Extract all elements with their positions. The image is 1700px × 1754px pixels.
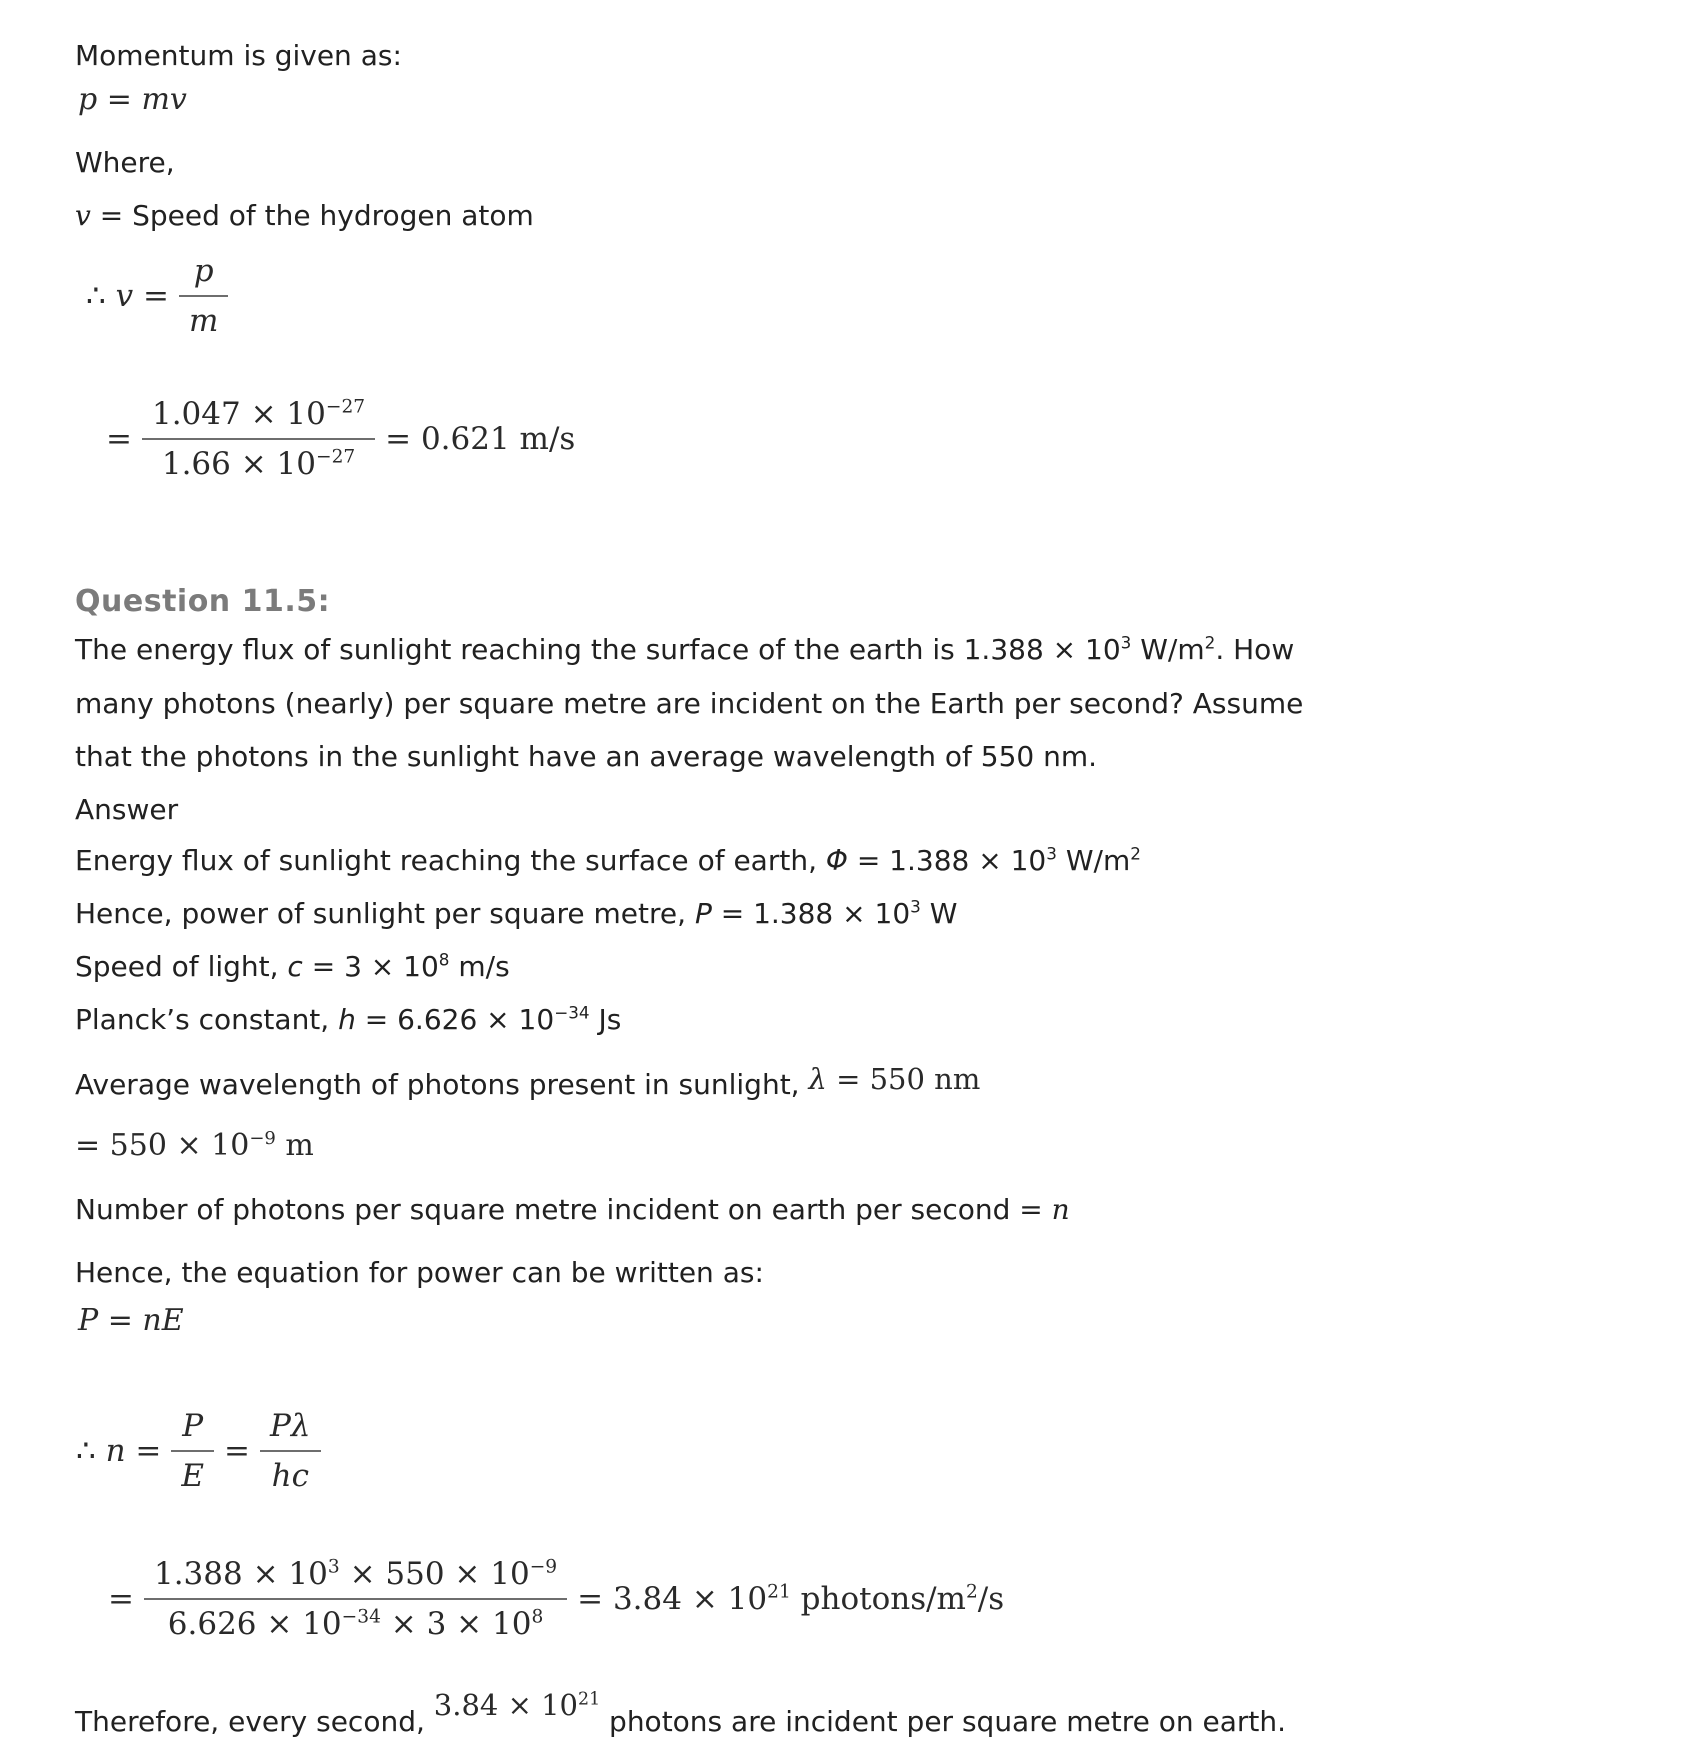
energy-flux-text: Energy flux of sunlight reaching the surface of earth, $\Phi = 1.388 \times 10^3$ $W/m^2$: [75, 843, 1141, 877]
fraction-denominator: $1.66 \times 10^{-27}$: [161, 446, 356, 482]
fraction-denominator: hc: [271, 1458, 309, 1494]
question-line-1: [75, 632, 1294, 667]
equation-n-result: = $3.84 \times 10^{21}$ photons/$m^2/s$: [577, 1581, 1005, 1617]
fraction-momentum-over-mass: [142, 396, 375, 482]
equals-sign: =: [106, 421, 132, 457]
equals-sign: =: [108, 1581, 134, 1617]
fraction-numerator: P: [171, 1408, 214, 1452]
wavelength-value: λ = 550 nm: [808, 1062, 981, 1096]
question-line-2-text: many photons (nearly) per square metre are incident on the Earth per second? Assume: [75, 687, 1304, 720]
fraction-numerator: p: [179, 253, 228, 297]
equation-n-numeric: [108, 1556, 1004, 1642]
equals-sign: =: [224, 1433, 251, 1469]
equation-n-fractions: [76, 1408, 331, 1494]
fraction-denominator: m: [188, 303, 219, 339]
question-line-1-text: The energy flux of sunlight reaching the surface of the earth is $1.388 \times 10^3$ $W/m^2$. How: [75, 632, 1295, 666]
wavelength-metres-line: [75, 1128, 314, 1163]
question-line-2: [75, 686, 1303, 721]
speed-of-light-text: Speed of light, $c = 3 \times 10^8$ m/s: [75, 949, 510, 983]
question-line-3: [75, 739, 1097, 774]
answer-label-text: Answer: [75, 793, 179, 826]
conclusion-value: $3.84 \times 10^{21}$: [433, 1688, 601, 1722]
conclusion-prefix: Therefore, every second,: [75, 1705, 434, 1738]
power-equation-intro-line: [75, 1255, 764, 1290]
fraction-numerator: Pλ: [260, 1408, 321, 1452]
fraction-n-numeric: [144, 1556, 567, 1642]
fraction-numerator: $1.388 \times 10^3 \times 550 \times 10^{-9}$: [144, 1556, 567, 1600]
wavelength-metres-text: = $550 \times 10^{-9}$ m: [75, 1128, 314, 1163]
where-line: [75, 145, 175, 180]
planck-constant-text: Planck’s constant, $h = 6.626 \times 10^{-34}$ Js: [75, 1002, 622, 1036]
fraction-numerator: $1.047 \times 10^{-27}$: [142, 396, 375, 440]
equation-v-prefix: ∴ v =: [86, 278, 169, 314]
planck-constant-line: [75, 1002, 621, 1037]
equation-n-prefix: ∴ n =: [76, 1433, 162, 1469]
wavelength-line: [75, 1062, 981, 1102]
v-definition-text: v = Speed of the hydrogen atom: [75, 199, 534, 232]
speed-of-light-line: [75, 949, 510, 984]
conclusion-line: [75, 1688, 1287, 1739]
energy-flux-line: [75, 843, 1141, 878]
question-heading: [75, 583, 330, 621]
where-text: Where,: [75, 146, 175, 179]
fraction-denominator: $6.626 \times 10^{-34} \times 3 \times 10^8$: [167, 1606, 544, 1642]
momentum-intro-text: Momentum is given as:: [75, 39, 402, 72]
power-equation-intro-text: Hence, the equation for power can be written as:: [75, 1256, 764, 1289]
momentum-intro-line: [75, 38, 402, 73]
fraction-denominator: E: [181, 1458, 205, 1494]
photon-count-line: [75, 1192, 1070, 1227]
fraction-p-over-m: [179, 253, 228, 339]
question-heading-text: Question 11.5:: [75, 584, 331, 619]
wavelength-prefix-text: Average wavelength of photons present in sunlight,: [75, 1068, 809, 1101]
question-line-3-text: that the photons in the sunlight have an average wavelength of 550 nm.: [75, 740, 1098, 773]
conclusion-suffix: photons are incident per square metre on earth.: [600, 1705, 1287, 1738]
fraction-P-lambda-over-hc: [260, 1408, 321, 1494]
equation-p-equals-mv: [78, 82, 187, 117]
equation-v-result: = 0.621 m/s: [385, 421, 576, 457]
equation-P-equals-nE-text: P = nE: [78, 1303, 184, 1338]
answer-label: [75, 792, 178, 827]
power-text: Hence, power of sunlight per square metre, $P = 1.388 \times 10^3$ W: [75, 896, 958, 930]
equation-v-numeric: [106, 396, 575, 482]
equation-v-p-over-m: [86, 253, 238, 339]
v-definition-line: [75, 198, 534, 233]
equation-p-equals-mv-text: p = mv: [78, 82, 187, 117]
power-line: [75, 896, 957, 931]
photon-count-text: Number of photons per square metre incident on earth per second = n: [75, 1193, 1070, 1226]
equation-P-equals-nE: [78, 1303, 184, 1338]
fraction-P-over-E: [171, 1408, 214, 1494]
